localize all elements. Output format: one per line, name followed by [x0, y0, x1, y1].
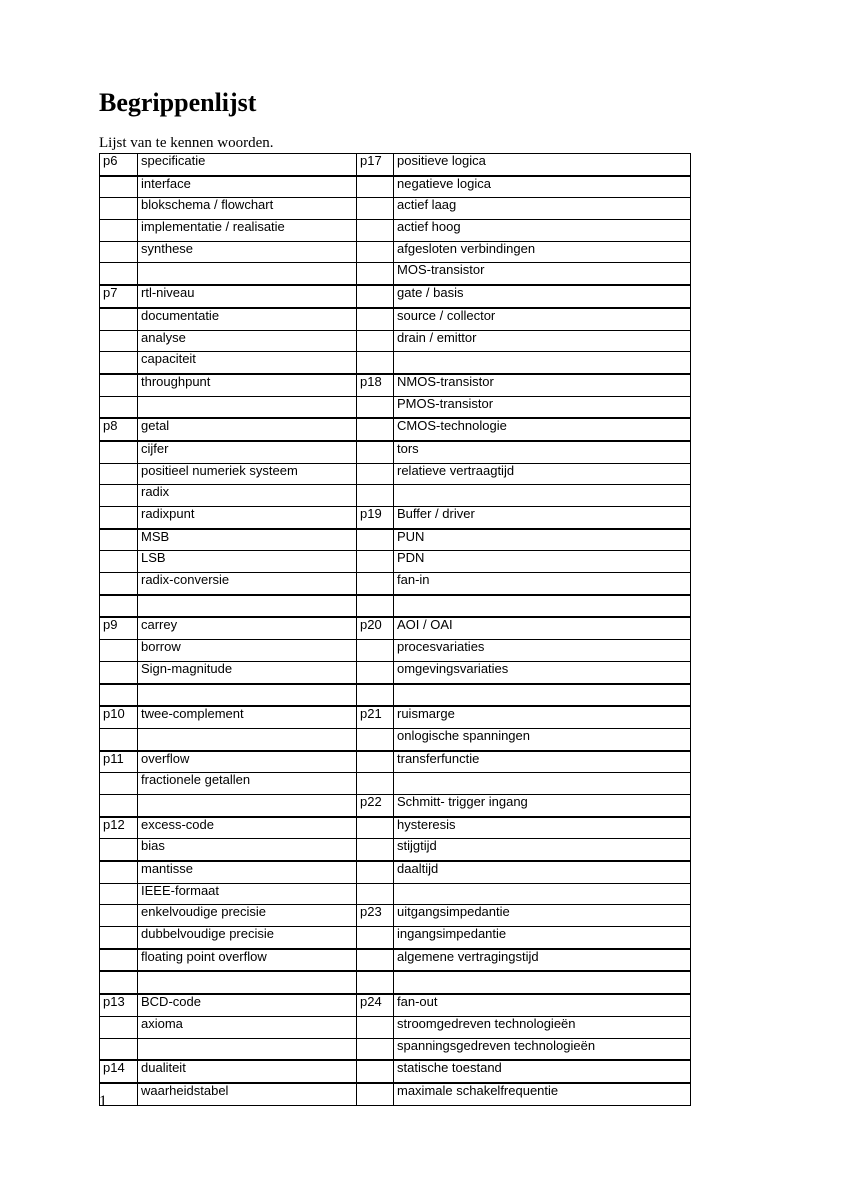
- page-ref-left-cell: [100, 573, 138, 595]
- term-right-cell: transferfunctie: [394, 751, 691, 773]
- page-ref-left-cell: p12: [100, 817, 138, 839]
- page-ref-right-cell: [357, 684, 394, 707]
- term-right-cell: CMOS-technologie: [394, 418, 691, 441]
- table-row: [100, 949, 691, 972]
- term-right-cell: actief laag: [394, 198, 691, 220]
- page-ref-right-cell: [357, 463, 394, 485]
- page-ref-left-cell: p11: [100, 751, 138, 773]
- page-ref-right-cell: [357, 817, 394, 839]
- page-ref-left-cell: [100, 861, 138, 883]
- page-ref-right-cell: [357, 551, 394, 573]
- term-left-cell: [138, 794, 357, 816]
- page-ref-right-cell: [357, 751, 394, 773]
- term-left-cell: synthese: [138, 241, 357, 263]
- page-ref-right-cell: p20: [357, 617, 394, 639]
- term-left-cell: [138, 396, 357, 418]
- page-ref-right-cell: [357, 176, 394, 198]
- term-left-cell: bias: [138, 839, 357, 861]
- term-left-cell: Sign-magnitude: [138, 661, 357, 683]
- term-right-cell: drain / emittor: [394, 330, 691, 352]
- term-right-cell: uitgangsimpedantie: [394, 905, 691, 927]
- page-ref-left-cell: p13: [100, 994, 138, 1016]
- term-left-cell: [138, 263, 357, 285]
- page-ref-left-cell: [100, 396, 138, 418]
- page-ref-right-cell: p22: [357, 794, 394, 816]
- term-right-cell: gate / basis: [394, 285, 691, 308]
- table-row: [100, 418, 691, 441]
- page-ref-left-cell: [100, 905, 138, 927]
- table-row: [100, 198, 691, 220]
- page-ref-left-cell: [100, 220, 138, 242]
- page-ref-left-cell: [100, 330, 138, 352]
- page-ref-right-cell: p17: [357, 154, 394, 176]
- page-ref-left-cell: [100, 728, 138, 750]
- page-ref-right-cell: p18: [357, 374, 394, 396]
- table-row: [100, 640, 691, 662]
- term-left-cell: borrow: [138, 640, 357, 662]
- term-right-cell: stroomgedreven technologieën: [394, 1016, 691, 1038]
- term-left-cell: IEEE-formaat: [138, 883, 357, 905]
- table-row: [100, 485, 691, 507]
- term-right-cell: PMOS-transistor: [394, 396, 691, 418]
- term-right-cell: NMOS-transistor: [394, 374, 691, 396]
- table-row: [100, 1083, 691, 1105]
- table-row: [100, 285, 691, 308]
- page-ref-right-cell: p24: [357, 994, 394, 1016]
- page-ref-left-cell: [100, 661, 138, 683]
- page-ref-right-cell: [357, 971, 394, 994]
- table-row: [100, 463, 691, 485]
- term-left-cell: radix-conversie: [138, 573, 357, 595]
- table-row: [100, 927, 691, 949]
- table-row: [100, 308, 691, 330]
- term-left-cell: [138, 728, 357, 750]
- term-left-cell: analyse: [138, 330, 357, 352]
- page-ref-left-cell: [100, 971, 138, 994]
- page-ref-right-cell: [357, 1016, 394, 1038]
- term-left-cell: capaciteit: [138, 352, 357, 374]
- term-left-cell: enkelvoudige precisie: [138, 905, 357, 927]
- table-row: [100, 595, 691, 618]
- page-ref-left-cell: [100, 794, 138, 816]
- term-right-cell: positieve logica: [394, 154, 691, 176]
- term-right-cell: [394, 971, 691, 994]
- page-ref-right-cell: [357, 241, 394, 263]
- term-right-cell: ruismarge: [394, 706, 691, 728]
- page-ref-right-cell: [357, 352, 394, 374]
- page-ref-left-cell: [100, 374, 138, 396]
- term-right-cell: ingangsimpedantie: [394, 927, 691, 949]
- page-ref-right-cell: [357, 839, 394, 861]
- term-right-cell: procesvariaties: [394, 640, 691, 662]
- term-left-cell: floating point overflow: [138, 949, 357, 972]
- term-right-cell: daaltijd: [394, 861, 691, 883]
- term-left-cell: interface: [138, 176, 357, 198]
- table-row: [100, 684, 691, 707]
- page-title: Begrippenlijst: [99, 88, 257, 117]
- term-right-cell: AOI / OAI: [394, 617, 691, 639]
- page-ref-right-cell: [357, 485, 394, 507]
- page-ref-left-cell: [100, 1038, 138, 1060]
- page-ref-left-cell: [100, 949, 138, 972]
- page-ref-right-cell: [357, 441, 394, 463]
- page-ref-right-cell: [357, 1060, 394, 1083]
- page-ref-right-cell: [357, 1083, 394, 1105]
- table-row: [100, 529, 691, 551]
- table-row: [100, 905, 691, 927]
- page-ref-left-cell: p9: [100, 617, 138, 639]
- page-ref-left-cell: [100, 927, 138, 949]
- term-left-cell: radixpunt: [138, 507, 357, 529]
- page-ref-right-cell: [357, 263, 394, 285]
- term-left-cell: specificatie: [138, 154, 357, 176]
- page-ref-right-cell: [357, 927, 394, 949]
- table-row: [100, 817, 691, 839]
- term-right-cell: actief hoog: [394, 220, 691, 242]
- term-left-cell: getal: [138, 418, 357, 441]
- term-left-cell: throughpunt: [138, 374, 357, 396]
- term-left-cell: waarheidstabel: [138, 1083, 357, 1105]
- page-ref-left-cell: [100, 352, 138, 374]
- term-right-cell: MOS-transistor: [394, 263, 691, 285]
- page-ref-left-cell: [100, 507, 138, 529]
- term-right-cell: fan-out: [394, 994, 691, 1016]
- page-ref-left-cell: [100, 529, 138, 551]
- page-ref-left-cell: [100, 773, 138, 795]
- list-subtitle: Lijst van te kennen woorden.: [99, 135, 274, 151]
- term-left-cell: axioma: [138, 1016, 357, 1038]
- term-right-cell: source / collector: [394, 308, 691, 330]
- page-ref-left-cell: p8: [100, 418, 138, 441]
- term-right-cell: maximale schakelfrequentie: [394, 1083, 691, 1105]
- term-right-cell: Buffer / driver: [394, 507, 691, 529]
- term-left-cell: cijfer: [138, 441, 357, 463]
- table-row: [100, 971, 691, 994]
- table-row: [100, 994, 691, 1016]
- table-row: [100, 1038, 691, 1060]
- table-row: [100, 176, 691, 198]
- page-ref-left-cell: [100, 595, 138, 618]
- table-row: [100, 861, 691, 883]
- term-right-cell: tors: [394, 441, 691, 463]
- page-ref-left-cell: [100, 1016, 138, 1038]
- page-ref-right-cell: [357, 883, 394, 905]
- term-left-cell: MSB: [138, 529, 357, 551]
- page-ref-left-cell: [100, 263, 138, 285]
- page-ref-right-cell: [357, 661, 394, 683]
- page-ref-left-cell: p7: [100, 285, 138, 308]
- term-left-cell: [138, 1038, 357, 1060]
- page-ref-left-cell: [100, 441, 138, 463]
- page-ref-right-cell: [357, 220, 394, 242]
- page-ref-right-cell: [357, 418, 394, 441]
- page-ref-left-cell: p10: [100, 706, 138, 728]
- term-right-cell: [394, 684, 691, 707]
- table-row: [100, 617, 691, 639]
- table-row: [100, 573, 691, 595]
- term-left-cell: twee-complement: [138, 706, 357, 728]
- page-ref-left-cell: [100, 176, 138, 198]
- table-row: [100, 751, 691, 773]
- page-ref-right-cell: [357, 595, 394, 618]
- page-ref-right-cell: p23: [357, 905, 394, 927]
- table-row: [100, 441, 691, 463]
- term-left-cell: mantisse: [138, 861, 357, 883]
- term-left-cell: fractionele getallen: [138, 773, 357, 795]
- page-ref-left-cell: [100, 198, 138, 220]
- term-left-cell: blokschema / flowchart: [138, 198, 357, 220]
- table-row: [100, 352, 691, 374]
- term-left-cell: radix: [138, 485, 357, 507]
- term-left-cell: excess-code: [138, 817, 357, 839]
- page-ref-left-cell: [100, 883, 138, 905]
- term-right-cell: [394, 485, 691, 507]
- terms-table: [99, 153, 691, 1106]
- page-ref-right-cell: [357, 640, 394, 662]
- table-row: [100, 1060, 691, 1083]
- table-row: [100, 794, 691, 816]
- table-row: [100, 263, 691, 285]
- term-right-cell: PUN: [394, 529, 691, 551]
- table-row: [100, 551, 691, 573]
- table-row: [100, 883, 691, 905]
- page-ref-right-cell: [357, 861, 394, 883]
- term-right-cell: afgesloten verbindingen: [394, 241, 691, 263]
- term-right-cell: [394, 773, 691, 795]
- page-ref-right-cell: [357, 573, 394, 595]
- term-left-cell: documentatie: [138, 308, 357, 330]
- term-right-cell: spanningsgedreven technologieën: [394, 1038, 691, 1060]
- table-row: [100, 396, 691, 418]
- term-left-cell: BCD-code: [138, 994, 357, 1016]
- table-row: [100, 220, 691, 242]
- term-left-cell: positieel numeriek systeem: [138, 463, 357, 485]
- page-ref-left-cell: [100, 485, 138, 507]
- table-row: [100, 241, 691, 263]
- term-left-cell: dubbelvoudige precisie: [138, 927, 357, 949]
- table-row: [100, 154, 691, 176]
- page-ref-right-cell: [357, 198, 394, 220]
- page-ref-right-cell: [357, 728, 394, 750]
- page-ref-right-cell: p19: [357, 507, 394, 529]
- page-ref-right-cell: [357, 285, 394, 308]
- page-ref-right-cell: [357, 308, 394, 330]
- table-row: [100, 706, 691, 728]
- term-right-cell: algemene vertragingstijd: [394, 949, 691, 972]
- page-number: 1: [99, 1093, 107, 1110]
- page-ref-right-cell: [357, 949, 394, 972]
- term-left-cell: [138, 684, 357, 707]
- term-right-cell: statische toestand: [394, 1060, 691, 1083]
- term-left-cell: carrey: [138, 617, 357, 639]
- term-right-cell: [394, 352, 691, 374]
- term-right-cell: negatieve logica: [394, 176, 691, 198]
- term-left-cell: implementatie / realisatie: [138, 220, 357, 242]
- table-row: [100, 773, 691, 795]
- term-left-cell: LSB: [138, 551, 357, 573]
- page-ref-left-cell: [100, 839, 138, 861]
- page-ref-right-cell: [357, 330, 394, 352]
- term-right-cell: stijgtijd: [394, 839, 691, 861]
- term-left-cell: dualiteit: [138, 1060, 357, 1083]
- table-row: [100, 728, 691, 750]
- page-ref-left-cell: p6: [100, 154, 138, 176]
- page-ref-left-cell: [100, 241, 138, 263]
- term-left-cell: [138, 595, 357, 618]
- page-ref-left-cell: [100, 684, 138, 707]
- page-ref-left-cell: [100, 308, 138, 330]
- page-ref-left-cell: p14: [100, 1060, 138, 1083]
- terms-table-body: [100, 154, 691, 1106]
- term-right-cell: PDN: [394, 551, 691, 573]
- table-row: [100, 839, 691, 861]
- table-row: [100, 374, 691, 396]
- term-right-cell: [394, 883, 691, 905]
- term-right-cell: [394, 595, 691, 618]
- table-row: [100, 330, 691, 352]
- page-ref-right-cell: [357, 773, 394, 795]
- term-right-cell: hysteresis: [394, 817, 691, 839]
- term-right-cell: onlogische spanningen: [394, 728, 691, 750]
- table-row: [100, 507, 691, 529]
- term-left-cell: overflow: [138, 751, 357, 773]
- page-ref-right-cell: p21: [357, 706, 394, 728]
- term-right-cell: relatieve vertraagtijd: [394, 463, 691, 485]
- page-ref-right-cell: [357, 1038, 394, 1060]
- table-row: [100, 1016, 691, 1038]
- page-ref-right-cell: [357, 396, 394, 418]
- page-ref-right-cell: [357, 529, 394, 551]
- page-ref-left-cell: [100, 640, 138, 662]
- page-ref-left-cell: [100, 463, 138, 485]
- term-right-cell: fan-in: [394, 573, 691, 595]
- term-left-cell: [138, 971, 357, 994]
- term-left-cell: rtl-niveau: [138, 285, 357, 308]
- page-ref-left-cell: [100, 551, 138, 573]
- term-right-cell: Schmitt- trigger ingang: [394, 794, 691, 816]
- term-right-cell: omgevingsvariaties: [394, 661, 691, 683]
- table-row: [100, 661, 691, 683]
